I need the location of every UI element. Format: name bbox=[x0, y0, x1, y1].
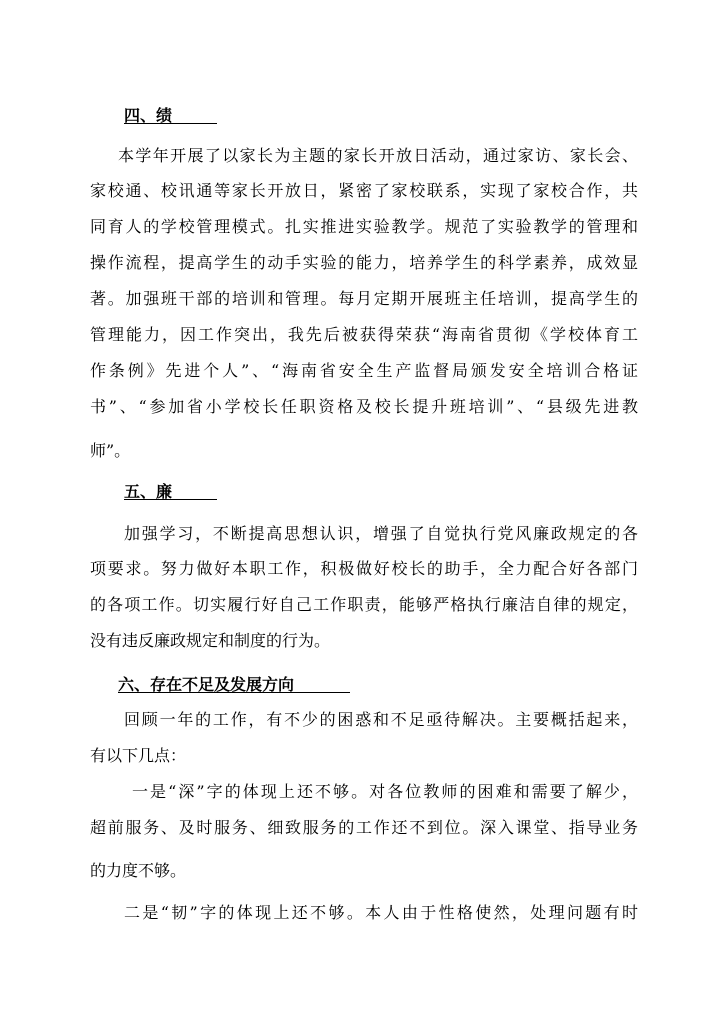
paragraph-line: 超前服务、及时服务、细致服务的工作还不到位。深入课堂、指导业务 bbox=[90, 818, 638, 837]
paragraph-line: 二是“韧”字的体现上还不够。本人由于性格使然，处理问题有时 bbox=[124, 903, 638, 922]
paragraph-line: 加强学习，不断提高思想认识，增强了自觉执行党风廉政规定的各 bbox=[124, 524, 638, 543]
paragraph-line: 家校通、校讯通等家长开放日，紧密了家校联系，实现了家校合作，共 bbox=[90, 181, 638, 200]
section-heading-5 bbox=[124, 482, 217, 502]
paragraph-line: 著。加强班干部的培训和管理。每月定期开展班主任培训，提高学生的 bbox=[90, 289, 638, 308]
paragraph-line: 操作流程，提高学生的动手实验的能力，培养学生的科学素养，成效显 bbox=[90, 253, 638, 272]
paragraph-line: 有以下几点： bbox=[90, 746, 187, 765]
paragraph-line: 项要求。努力做好本职工作，积极做好校长的助手，全力配合好各部门 bbox=[90, 559, 638, 578]
paragraph-line: 作条例》先进个人”、“海南省安全生产监督局颁发安全培训合格证 bbox=[90, 361, 638, 380]
paragraph-line: 同育人的学校管理模式。扎实推进实验教学。规范了实验教学的管理和 bbox=[90, 217, 638, 236]
paragraph-line: 师”。 bbox=[90, 441, 131, 460]
paragraph-line: 回顾一年的工作，有不少的困惑和不足亟待解决。主要概括起来， bbox=[124, 710, 638, 729]
heading-underline bbox=[124, 106, 217, 124]
paragraph-line: 的各项工作。切实履行好自己工作职责，能够严格执行廉洁自律的规定， bbox=[90, 595, 638, 614]
section-heading-4 bbox=[124, 106, 217, 126]
paragraph-line: 一是“深”字的体现上还不够。对各位教师的困难和需要了解少， bbox=[132, 782, 638, 801]
heading-underline bbox=[124, 482, 217, 500]
paragraph-line: 本学年开展了以家长为主题的家长开放日活动，通过家访、家长会、 bbox=[118, 146, 638, 165]
paragraph-line: 的力度不够。 bbox=[90, 861, 187, 880]
section-heading-text: 六、存在不足及发展方向 bbox=[118, 675, 295, 694]
paragraph-line: 书”、“参加省小学校长任职资格及校长提升班培训”、“县级先进教 bbox=[90, 397, 638, 416]
paragraph-line: 管理能力，因工作突出，我先后被获得荣获“海南省贯彻《学校体育工 bbox=[90, 325, 638, 344]
heading-underline bbox=[118, 675, 350, 693]
section-heading-6 bbox=[118, 675, 350, 695]
section-heading-text: 四、绩 bbox=[124, 106, 173, 125]
section-heading-text: 五、廉 bbox=[124, 482, 173, 501]
paragraph-line: 没有违反廉政规定和制度的行为。 bbox=[90, 631, 331, 650]
